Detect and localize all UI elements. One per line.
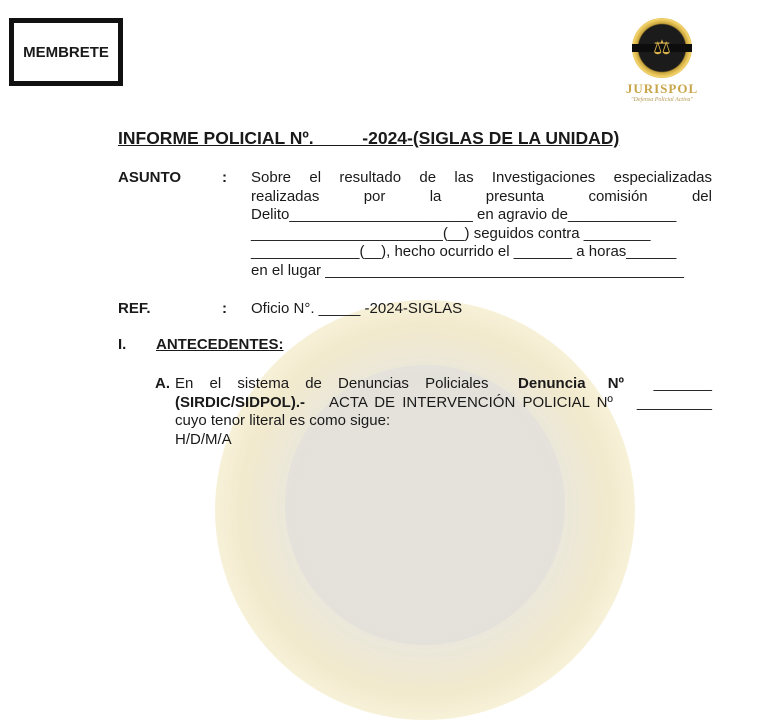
logo-slogan: "Defensa Policial Activa" [631,97,693,103]
ref-value: Oficio N°. _____ -2024-SIGLAS [251,300,463,317]
item-a-line-3: cuyo tenor literal es como sigue: [175,412,391,429]
item-a-line-2-bold: (SIRDIC/SIDPOL).- [175,393,305,411]
section-title: ANTECEDENTES: [156,336,284,353]
item-letter: A. [155,375,170,392]
membrete-label: MEMBRETE [23,43,109,61]
ref-label: REF. [118,300,151,317]
asunto-label: ASUNTO [118,169,182,186]
asunto-line-5: _____________(__), hecho ocurrido el _______ a horas______ [251,243,677,260]
asunto-line-3: Delito______________________ en agravio de_____________ [251,206,677,223]
item-a-line-2-plain: ACTA DE INTERVENCIÓN POLICIAL Nº [328,393,613,411]
asunto-line-4: _______________________(__) seguidos contra ________ [251,224,651,242]
item-a-line-4: H/D/M/A [175,430,232,448]
logo-seal [632,18,692,78]
jurispol-logo [622,18,702,103]
ref-colon: : [222,300,227,317]
asunto-text [251,169,712,280]
asunto-line-6: en el lugar ___________________________________________ [251,261,684,279]
acta-number-blank: _________ [636,393,712,411]
section-number: I. [118,336,127,353]
document-title: INFORME POLICIAL Nº. -2024-(SIGLAS DE LA UNIDAD) [118,128,620,148]
asunto-line-1: Sobre el resultado de las Investigaciones especializadas [251,169,712,186]
item-a-line-1-plain: En el sistema de Denuncias Policiales [175,375,489,392]
membrete-box [9,18,123,86]
scales-of-justice-icon: ⚖ [653,37,671,59]
asunto-colon: : [222,169,227,186]
asunto-line-2: realizadas por la presunta comisión del [251,187,712,205]
item-a-line-2 [175,394,712,413]
logo-name: JURISPOL [625,81,699,96]
item-a-line-1 [175,375,712,394]
item-a-line-1-bold: Denuncia Nº [518,375,625,392]
denuncia-number-blank: _______ [653,375,712,392]
